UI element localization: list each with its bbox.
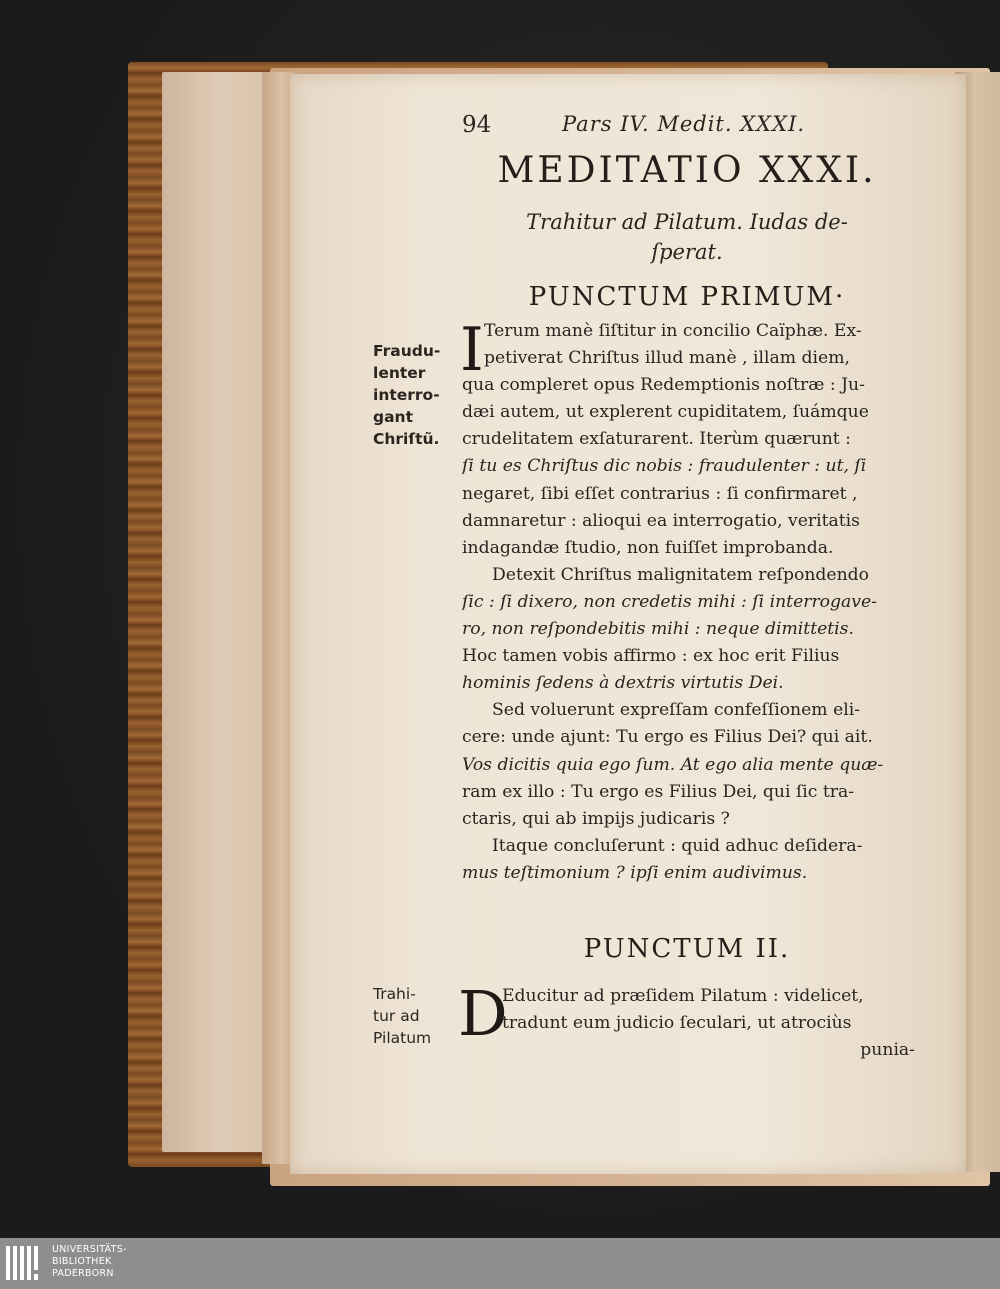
punctum-primum-text [460, 315, 915, 887]
text-line: mus teſtimonium ? ipſi enim audivimus. [462, 862, 808, 883]
text-line: cere: unde ajunt: Tu ergo es Filius Dei? qui ait. [462, 727, 873, 748]
logo-line: UNIVERSITÄTS- [52, 1244, 127, 1255]
margin-note-line: gant [373, 408, 413, 426]
library-footer-bar [0, 1238, 1000, 1289]
text-line: Terum manè ſiſtitur in concilio Caïphæ. Ex- [484, 321, 862, 341]
text-line: ſic : ſi dixero, non credetis mihi : ſi interrogave- [462, 591, 877, 612]
text-line: Educitur ad præſidem Pilatum : videlicet, [502, 986, 864, 1006]
margin-note-line: Fraudu- [373, 342, 441, 360]
meditation-subtitle: Trahitur ad Pilatum. Iudas de- ſperat. [526, 210, 848, 264]
running-head [462, 112, 882, 142]
text-line: Hoc tamen vobis affirmo : ex hoc erit Filius [462, 646, 840, 667]
text-line: crudelitatem exſaturarent. Iterùm quærunt : [462, 429, 851, 450]
text-line: damnaretur : alioqui ea interrogatio, veritatis [462, 510, 860, 531]
library-logo-text [52, 1244, 127, 1280]
text-line: Itaque concluſerunt : quid adhuc deſidera- [492, 835, 863, 856]
page-number: 94 [462, 112, 492, 138]
text-line: Detexit Chriſtus malignitatem reſpondendo [492, 564, 870, 585]
text-line: ctaris, qui ab impijs judicaris ? [462, 808, 730, 829]
text-line: indagandæ ſtudio, non fuiſſet improbanda. [462, 537, 834, 558]
library-logo-icon [6, 1246, 46, 1280]
logo-line: PADERBORN [52, 1268, 114, 1279]
drop-cap-d: D [458, 977, 508, 1050]
punctum-ii-heading: PUNCTUM II. [583, 934, 791, 964]
running-head-text: Pars IV. Medit. XXXI. [562, 112, 806, 136]
logo-line: BIBLIOTHEK [52, 1256, 112, 1267]
text-line: petiverat Chriſtus illud manè , illam diem, [484, 348, 850, 369]
text-line: Sed voluerunt expreſſam confeſſionem eli- [492, 700, 861, 721]
meditation-title: MEDITATIO XXXI. [497, 150, 877, 191]
text-line: hominis ſedens à dextris virtutis Dei. [462, 673, 784, 694]
punctum-ii-text [462, 983, 915, 1064]
margin-note-line: Trahi- [373, 985, 416, 1003]
text-line: qua compleret opus Redemptionis noſtræ : Ju- [462, 375, 865, 396]
margin-note-2 [373, 983, 463, 1049]
text-line: ram ex illo : Tu ergo es Filius Dei, qui ſic tra- [462, 781, 855, 802]
margin-note-line: Pilatum [373, 1029, 432, 1047]
text-line: ro, non reſpondebitis mihi : neque dimittetis. [462, 619, 854, 640]
text-line: dæi autem, ut explerent cupiditatem, ſuámque [462, 402, 869, 423]
margin-note-1 [373, 340, 463, 450]
margin-note-line: interro- [373, 386, 440, 404]
drop-cap-i: I [460, 315, 484, 385]
text-line: tradunt eum judicio ſeculari, ut atrociùs [502, 1013, 852, 1034]
punctum-primum-heading: PUNCTUM PRIMUM· [528, 282, 846, 312]
text-line: Vos dicitis quia ego ſum. At ego alia mente quæ- [462, 754, 884, 775]
catchword: punia- [860, 1040, 915, 1061]
margin-note-line: Chriſtũ. [373, 430, 440, 448]
text-line: negaret, ſibi eſſet contrarius : ſi confirmaret , [462, 483, 858, 504]
text-line: ſi tu es Chriſtus dic nobis : fraudulenter : ut, ſi [462, 456, 867, 477]
margin-note-line: tur ad [373, 1007, 420, 1025]
margin-note-line: lenter [373, 364, 426, 382]
